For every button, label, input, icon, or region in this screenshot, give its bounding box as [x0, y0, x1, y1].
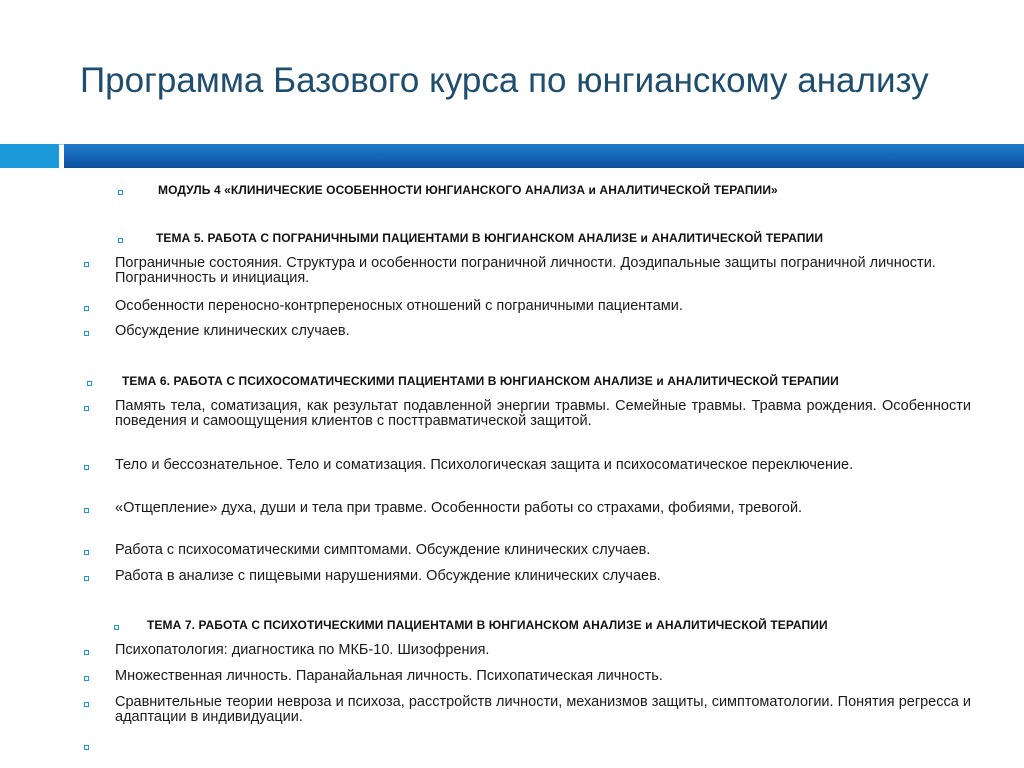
square-bullet-icon	[84, 508, 89, 513]
square-bullet-icon	[84, 406, 89, 411]
square-bullet-icon	[84, 576, 89, 581]
header-bar-accent	[0, 144, 59, 168]
topic7-heading: ТЕМА 7. РАБОТА С ПСИХОТИЧЕСКИМИ ПАЦИЕНТАМИ В ЮНГИАНСКОМ АНАЛИЗЕ и АНАЛИТИЧЕСКОЙ ТЕРАПИИ	[147, 618, 828, 632]
square-bullet-icon	[87, 381, 92, 386]
square-bullet-icon	[114, 625, 119, 630]
topic5-item: Пограничные состояния. Структура и особенности пограничной личности. Доэдипальные защиты пограничной личности. Пограничность и инициация.	[115, 255, 936, 286]
square-bullet-icon	[84, 262, 89, 267]
square-bullet-icon	[84, 550, 89, 555]
square-bullet-icon	[84, 650, 89, 655]
topic6-item: Работа в анализе с пищевыми нарушениями. Обсуждение клинических случаев.	[115, 568, 661, 584]
topic7-item: Психопатология: диагностика по МКБ-10. Шизофрения.	[115, 642, 490, 658]
topic6-heading: ТЕМА 6. РАБОТА С ПСИХОСОМАТИЧЕСКИМИ ПАЦИЕНТАМИ В ЮНГИАНСКОМ АНАЛИЗЕ и АНАЛИТИЧЕСКОЙ ТЕРАПИИ	[122, 374, 839, 388]
topic6-item: Тело и бессознательное. Тело и соматизация. Психологическая защита и психосоматическое переключение.	[115, 457, 854, 473]
square-bullet-icon	[84, 702, 89, 707]
topic6-item: «Отщепление» духа, души и тела при травме. Особенности работы со страхами, фобиями, тревогой.	[115, 500, 803, 516]
square-bullet-icon	[118, 238, 123, 243]
square-bullet-icon	[84, 465, 89, 470]
square-bullet-icon	[84, 745, 89, 750]
square-bullet-icon	[84, 306, 89, 311]
topic5-heading: ТЕМА 5. РАБОТА С ПОГРАНИЧНЫМИ ПАЦИЕНТАМИ В ЮНГИАНСКОМ АНАЛИЗЕ и АНАЛИТИЧЕСКОЙ ТЕРАПИИ	[156, 231, 824, 245]
topic5-item: Обсуждение клинических случаев.	[115, 323, 350, 339]
header-bar	[64, 144, 1024, 168]
square-bullet-icon	[118, 190, 123, 195]
square-bullet-icon	[84, 331, 89, 336]
topic6-item: Память тела, соматизация, как результат подавленной энергии травмы. Семейные травмы. Травма рождения. Особенности поведения и самоощущения клиентов с посттравматической защитой.	[115, 398, 971, 429]
topic6-item: Работа с психосоматическими симптомами. Обсуждение клинических случаев.	[115, 542, 651, 558]
slide-title: Программа Базового курса по юнгианскому анализу	[80, 61, 929, 100]
topic5-item: Особенности переносно-контрпереносных отношений с пограничными пациентами.	[115, 298, 683, 314]
topic7-item: Сравнительные теории невроза и психоза, расстройств личности, механизмов защиты, симптоматологии. Понятия регресса и адаптации в индивидуации.	[115, 694, 971, 725]
square-bullet-icon	[84, 676, 89, 681]
module-heading: МОДУЛЬ 4 «КЛИНИЧЕСКИЕ ОСОБЕННОСТИ ЮНГИАНСКОГО АНАЛИЗА и АНАЛИТИЧЕСКОЙ ТЕРАПИИ»	[158, 183, 778, 197]
topic7-item: Множественная личность. Паранайальная личность. Психопатическая личность.	[115, 668, 663, 684]
